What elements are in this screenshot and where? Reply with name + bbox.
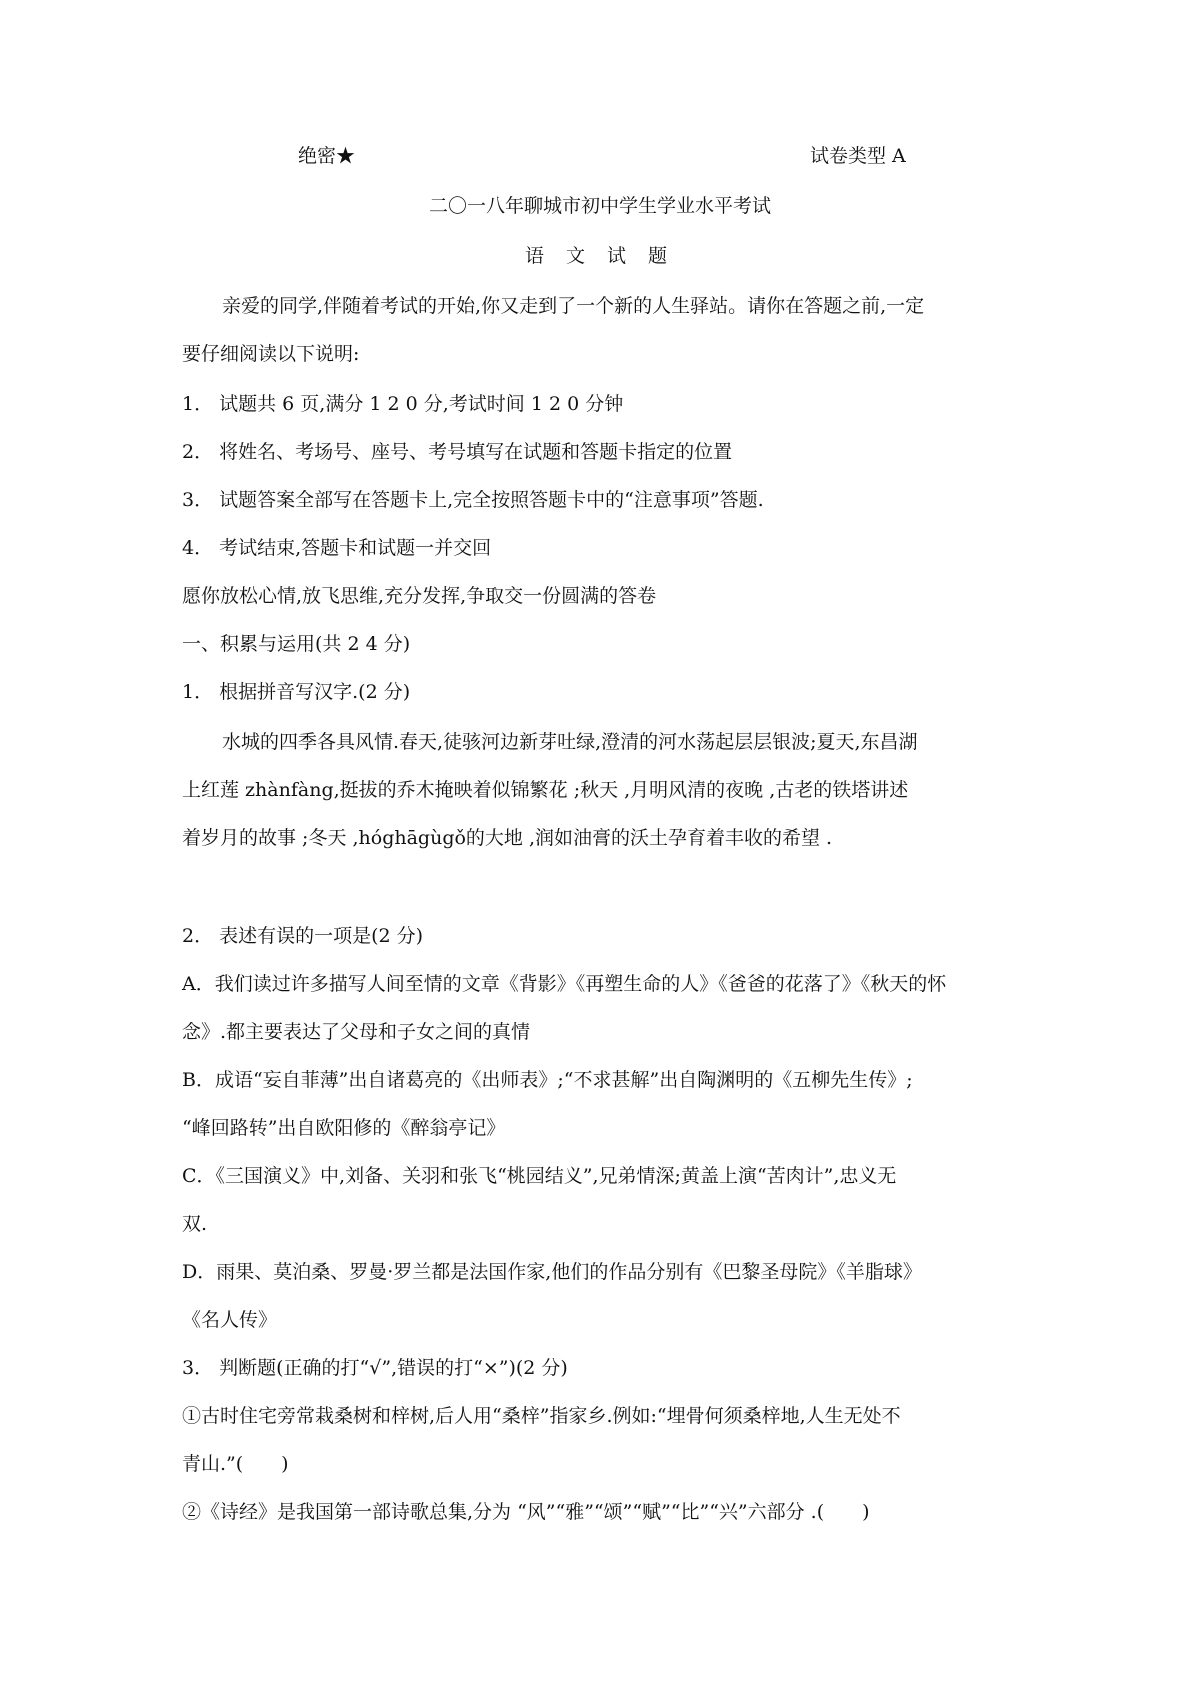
exam-title: 二〇一八年聊城市初中学生学业水平考试 [428, 195, 771, 217]
rule-4: 4． 考试结束,答题卡和试题一并交回 [182, 537, 492, 559]
option-a-line-1: A．我们读过许多描写人间至情的文章《背影》《再塑生命的人》《爸爸的花落了》《秋天的怀 [182, 973, 947, 995]
secret-label: 绝密★ [298, 145, 356, 167]
question-3-item-1-line-1: ①古时住宅旁常栽桑树和梓树,后人用“桑梓”指家乡.例如:“埋骨何须桑梓地,人生无处不 [182, 1405, 901, 1427]
question-3-item-2: ②《诗经》是我国第一部诗歌总集,分为 “风”“雅”“颂”“赋”“比”“兴”六部分 .( ) [182, 1501, 870, 1523]
question-1-line-2: 上红莲 zhànfàng,挺拔的乔木掩映着似锦繁花 ;秋天 ,月明风清的夜晚 ,古老的铁塔讲述 [182, 779, 909, 801]
question-1-line-1: 水城的四季各具风情.春天,徒骇河边新芽吐绿,澄清的河水荡起层层银波;夏天,东昌湖 [222, 731, 918, 753]
option-b-line-1: B．成语“妄自菲薄”出自诸葛亮的《出师表》;“不求甚解”出自陶渊明的《五柳先生传》; [182, 1069, 913, 1091]
wish-line: 愿你放松心情,放飞思维,充分发挥,争取交一份圆满的答卷 [182, 585, 657, 607]
option-b-line-2: “峰回路转”出自欧阳修的《醉翁亭记》 [182, 1117, 506, 1139]
option-c-line-1: C．《三国演义》中,刘备、关羽和张飞“桃园结义”,兄弟情深;黄盖上演“苦肉计”,忠义无 [182, 1165, 897, 1187]
question-3-item-1-line-2: 青山.”( ) [182, 1453, 289, 1475]
question-2-title: 2． 表述有误的一项是(2 分) [182, 925, 424, 947]
subject-title: 语 文 试 题 [524, 245, 676, 267]
rule-3: 3． 试题答案全部写在答题卡上,完全按照答题卡中的“注意事项”答题. [182, 489, 764, 511]
question-1-title: 1． 根据拼音写汉字.(2 分) [182, 681, 411, 703]
option-d-line-1: D．雨果、莫泊桑、罗曼·罗兰都是法国作家,他们的作品分别有《巴黎圣母院》《羊脂球》 [182, 1261, 922, 1283]
option-a-line-2: 念》.都主要表达了父母和子女之间的真情 [182, 1021, 531, 1043]
intro-line-2: 要仔细阅读以下说明: [182, 343, 360, 365]
section-1-heading: 一、积累与运用(共 2 4 分) [182, 633, 411, 655]
rule-2: 2． 将姓名、考场号、座号、考号填写在试题和答题卡指定的位置 [182, 441, 733, 463]
option-c-line-2: 双. [182, 1213, 208, 1235]
intro-line-1: 亲爱的同学,伴随着考试的开始,你又走到了一个新的人生驿站。请你在答题之前,一定 [222, 295, 925, 317]
rule-1: 1． 试题共 6 页,满分 1 2 0 分,考试时间 1 2 0 分钟 [182, 393, 624, 415]
paper-type-label: 试卷类型 A [810, 145, 906, 167]
question-1-line-3: 着岁月的故事 ;冬天 ,hóghāgùgǒ的大地 ,润如油膏的沃土孕育着丰收的希望 . [182, 827, 833, 849]
question-3-title: 3． 判断题(正确的打“√”,错误的打“×”)(2 分) [182, 1357, 568, 1379]
option-d-line-2: 《名人传》 [182, 1309, 278, 1331]
